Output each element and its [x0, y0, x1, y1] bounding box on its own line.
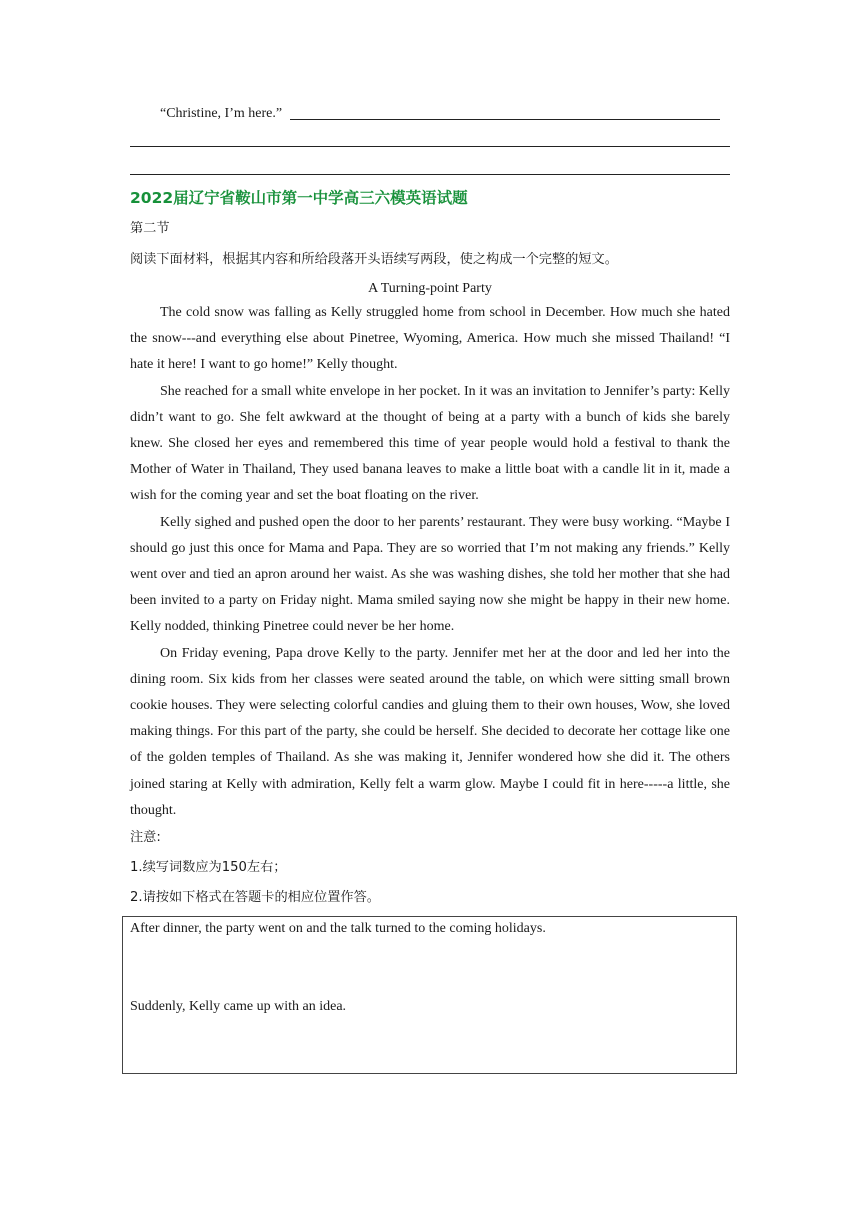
story-paragraph: Kelly sighed and pushed open the door to her parents’ restaurant. They were busy working. “Maybe I should go just this once for Mama and Papa. They are so worried that I’m not making any friends.” Kelly went over and tied an apron around her waist. As she was washing dishes, she told her mother that she had been invited to a party on Friday night. Mama smiled saying now she might be happy in their new home. Kelly nodded, thinking Pinetree could never be her home.	[130, 514, 730, 635]
story-body	[130, 300, 730, 824]
story-paragraph: On Friday evening, Papa drove Kelly to the party. Jennifer met her at the door and led her into the dining room. Six kids from her classes were seated around the table, on which were sitting small brown cookie houses. They were selecting colorful candies and gluing them to their own houses, Wow, she loved making things. For this part of the party, she could be herself. She decided to decorate her cottage like one of the golden temples of Thailand. As she was making it, Jennifer wondered how she did it. The others joined staring at Kelly with admiration, Kelly felt a warm glow. Maybe I could fit in here-----a little, she thought.	[130, 645, 730, 818]
notes-label: 注意:	[130, 830, 161, 845]
paragraph-opener-2: Suddenly, Kelly came up with an idea.	[130, 999, 347, 1014]
previous-prompt-text: “Christine, I’m here.”	[160, 106, 283, 121]
story-paragraph: She reached for a small white envelope in her pocket. In it was an invitation to Jennifer’s party: Kelly didn’t want to go. She felt awkward at the thought of being at a party with a bunch of kids she barely knew. She closed her eyes and remembered this time of year people would hold a festival to thank the Mother of Water in Thailand, They used banana leaves to make a little boat with a candle lit in it, made a wish for the coming year and set the boat floating on the river.	[130, 383, 730, 504]
note-item: 1.续写词数应为150左右；	[130, 860, 287, 875]
exam-title: 2022届辽宁省鞍山市第一中学高三六模英语试题	[130, 189, 468, 207]
section-label: 第二节	[130, 221, 170, 236]
previous-question-line	[160, 104, 720, 124]
note-item: 2.请按如下格式在答题卡的相应位置作答。	[130, 890, 380, 905]
story-paragraph: The cold snow was falling as Kelly struggled home from school in December. How much she hated the snow---and everything else about Pinetree, Wyoming, America. How much she missed Thailand! “I hate it here! I want to go home!” Kelly thought.	[130, 305, 730, 373]
story-title: A Turning-point Party	[368, 281, 492, 296]
answer-box	[122, 916, 737, 1074]
answer-rule-line	[130, 174, 730, 175]
answer-rule-line	[130, 146, 730, 147]
paragraph-opener-1: After dinner, the party went on and the talk turned to the coming holidays.	[130, 921, 546, 936]
instructions: 阅读下面材料，根据其内容和所给段落开头语续写两段，使之构成一个完整的短文。	[130, 252, 618, 267]
answer-blank	[290, 119, 720, 120]
